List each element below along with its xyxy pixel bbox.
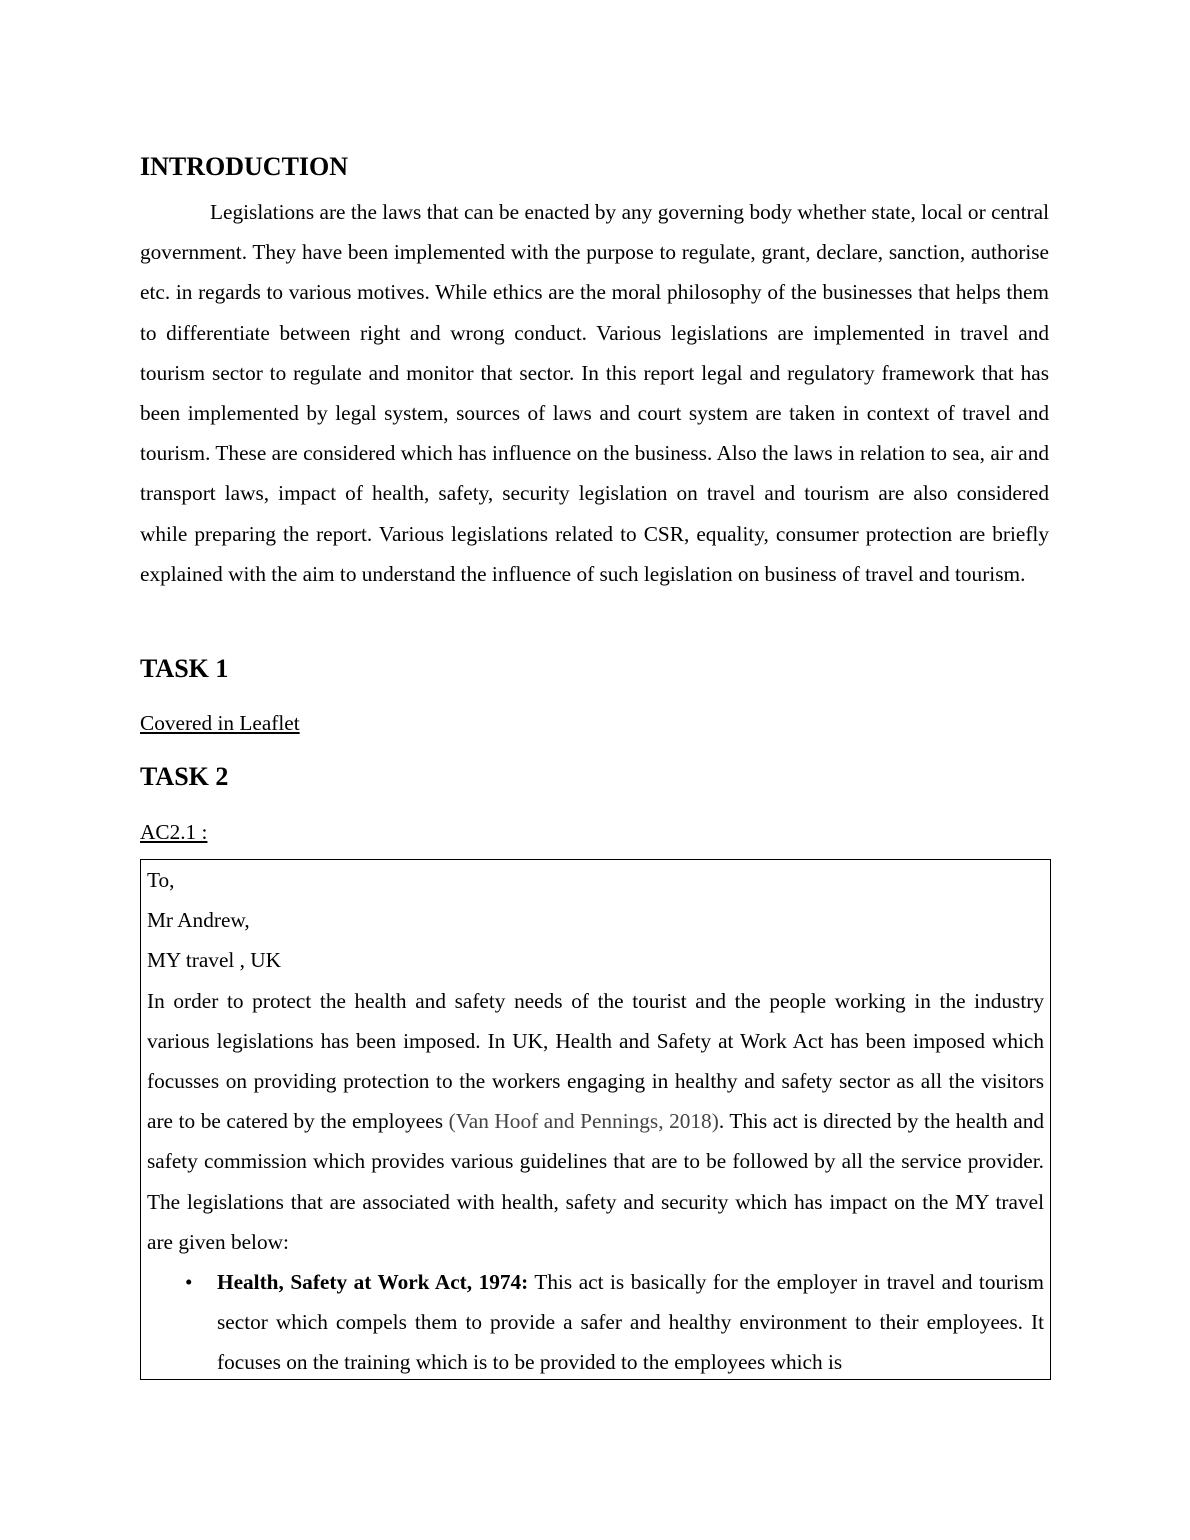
intro-heading: INTRODUCTION <box>140 152 349 181</box>
letter-line-to: To, <box>147 868 175 892</box>
letter-body-b: . This act is directed by the health and safety commission which provides various guidelines that are to be followed by all the service provider. The legislations that are associated with health, safety and security which has impact on the MY travel are given below: <box>147 1109 1045 1254</box>
letter-box <box>140 859 1051 1380</box>
bullet-icon: • <box>185 1270 193 1295</box>
list-item-title: Health, Safety at Work Act, 1974: <box>217 1270 529 1295</box>
letter-line-company: MY travel , UK <box>147 948 282 973</box>
list-item <box>185 1262 1044 1380</box>
intro-paragraph: Legislations are the laws that can be enacted by any governing body whether state, local or central government. They have been implemented with the purpose to regulate, grant, declare, sanction, authorise etc. in regards to various motives. While ethics are the moral philosophy of the businesses that helps them to differentiate between right and wrong conduct. Various legislations are implemented in travel and tourism sector to regulate and monitor that sector. In this report legal and regulatory framework that has been implemented by legal system, sources of laws and court system are taken in context of travel and tourism. These are considered which has influence on the business. Also the laws in relation to sea, air and transport laws, impact of health, safety, security legislation on travel and tourism are also considered while preparing the report. Various legislations related to CSR, equality, consumer protection are briefly explained with the aim to understand the influence of such legislation on business of travel and tourism. <box>140 200 1049 586</box>
task2-subheading: AC2.1 : <box>140 820 208 844</box>
letter-body <box>147 981 1044 1262</box>
task1-note: Covered in Leaflet <box>140 711 300 735</box>
letter-line-name: Mr Andrew, <box>147 908 250 933</box>
citation: (Van Hoof and Pennings, 2018) <box>448 1109 719 1134</box>
list-item-text: This act is basically for the employer in travel and tourism sector which compels them to provide a safer and healthy environment to their employees. It focuses on the training which is to be provided to the employees which is <box>217 1270 1044 1375</box>
letter-body-a: In order to protect the health and safety needs of the tourist and the people working in the industry various legislations has been imposed. In UK, Health and Safety at Work Act has been imposed which focusses on providing protection to the workers engaging in healthy and safety sector as all the visitors are to be catered by the employees <box>147 988 1044 1134</box>
task1-heading: TASK 1 <box>140 654 229 683</box>
legislation-list <box>147 1262 1044 1380</box>
task2-heading: TASK 2 <box>140 762 229 791</box>
